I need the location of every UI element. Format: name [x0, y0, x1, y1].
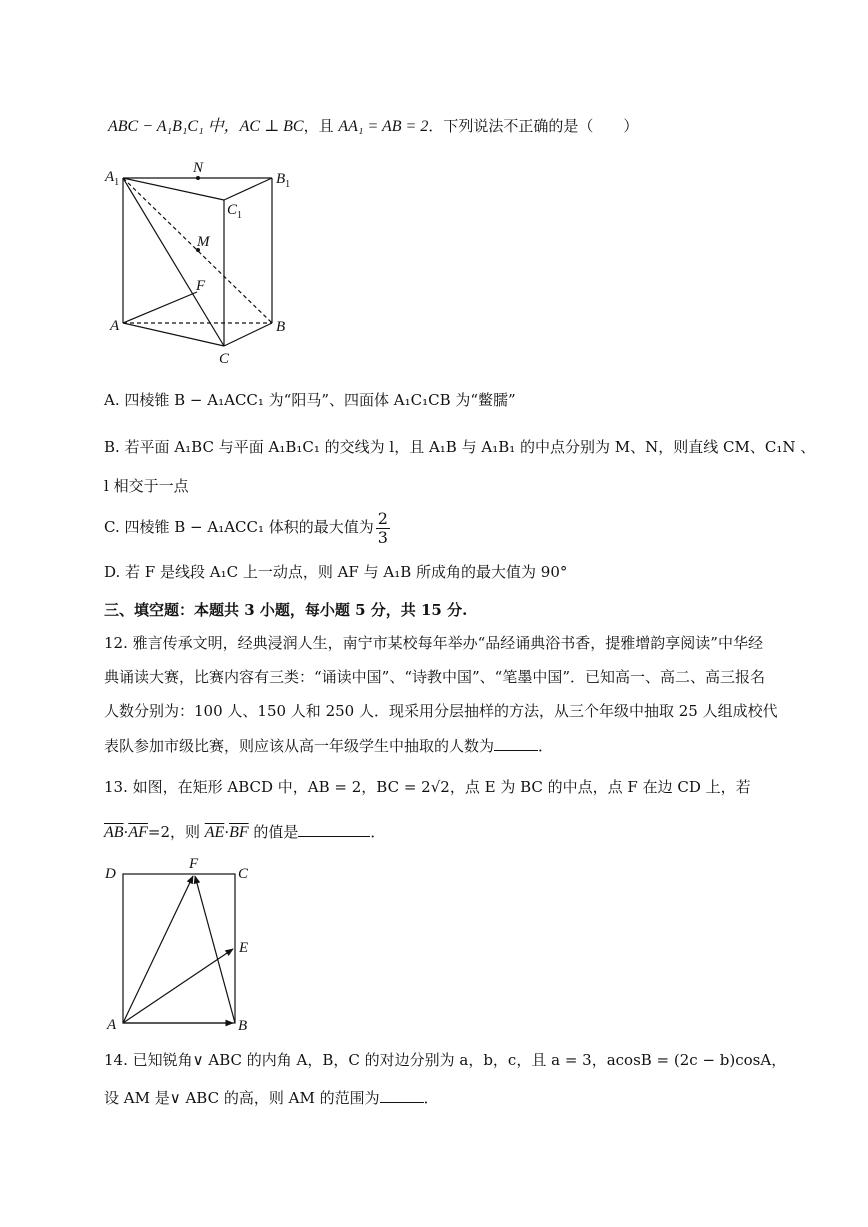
q14-line2-end: ． — [423, 1089, 439, 1107]
q11-prism-name: ABC − A₁B₁C₁ 中， — [108, 118, 240, 135]
label-e: E — [239, 940, 249, 956]
q11-option-d: D. 若 F 是线段 A₁C 上一动点，则 AF 与 A₁B 所成角的最大值为 90° — [104, 563, 568, 581]
q11-option-b-line1: B. 若平面 A₁BC 与平面 A₁B₁C₁ 的交线为 l，且 A₁B 与 A₁B₁ 的中点分别为 M、N，则直线 CM、C₁N 、 — [104, 438, 816, 456]
q12-answer-blank[interactable] — [494, 736, 538, 751]
rectangle-abcd — [123, 874, 235, 1023]
q12-line3: 人数分别为：100 人、150 人和 250 人．现采用分层抽样的方法，从三个年级中抽取 25 人组成校代 — [104, 702, 778, 720]
q11-stem-mid: ，且 — [303, 117, 339, 135]
label-m: M — [197, 234, 210, 250]
q13-tail-text: 的值是 — [248, 823, 299, 841]
vector-bf-arrow — [195, 876, 235, 1023]
label-b: B — [238, 1018, 248, 1034]
q12-line4 — [104, 736, 553, 756]
label-f: F — [189, 856, 199, 872]
q13-line1: 13. 如图，在矩形 ABCD 中，AB = 2，BC = 2√2，点 E 为 BC 的中点，点 F 在边 CD 上，若 — [104, 778, 751, 796]
label-f: F — [196, 278, 206, 294]
edge-a-c — [123, 323, 224, 346]
label-c: C — [219, 351, 230, 367]
vector-af: $\overline{AF}$ — [128, 824, 148, 841]
label-a: A — [110, 318, 120, 334]
label-a1: $A_1$ — [105, 169, 120, 188]
q11-stem — [108, 116, 638, 137]
q14-line1: 14. 已知锐角∨ ABC 的内角 A，B，C 的对边分别为 a，b，c，且 a = 3，acosB = (2c − b)cosA， — [104, 1051, 787, 1069]
q13-answer-blank[interactable] — [298, 822, 370, 837]
edge-a1-c1 — [123, 178, 224, 200]
q13-line2-end: ． — [370, 823, 386, 841]
vector-ab: $\overline{AB}$ — [104, 824, 124, 841]
q12-line2: 典诵读大赛，比赛内容有三类：“诵读中国”、“诗教中国”、“笔墨中国”．已知高一、高二、高三报名 — [104, 668, 766, 686]
q13-equals-text: =2，则 — [147, 823, 205, 841]
q11-length-condition: AA₁ = AB = 2 — [338, 118, 429, 135]
label-b1: $B_1$ — [276, 171, 291, 190]
label-c: C — [238, 866, 249, 882]
q13-line2 — [104, 822, 385, 843]
q11-option-c-text: C. 四棱锥 B − A₁ACC₁ 体积的最大值为 — [104, 518, 374, 536]
q11-option-c — [104, 507, 390, 547]
q14-answer-blank[interactable] — [380, 1088, 424, 1103]
q14-line2-text: 设 AM 是∨ ABC 的高，则 AM 的范围为 — [104, 1089, 380, 1107]
rectangle-figure — [100, 852, 260, 1037]
section-3-heading: 三、填空题：本题共 3 小题，每小题 5 分，共 15 分. — [104, 601, 468, 619]
vector-bf: $\overline{BF}$ — [229, 824, 249, 841]
q11-stem-suffix: ．下列说法不正确的是（ ） — [428, 117, 639, 135]
edge-c-b — [224, 323, 272, 346]
dot-operator: · — [123, 823, 129, 841]
q11-option-a: A. 四棱锥 B − A₁ACC₁ 为“阳马”、四面体 A₁C₁CB 为“鳖臑” — [104, 391, 516, 409]
edge-c1-b1 — [224, 178, 272, 200]
q14-line2 — [104, 1088, 439, 1108]
label-c1: $C_1$ — [227, 202, 243, 221]
label-d: D — [105, 866, 116, 882]
q11-option-c-fraction — [376, 510, 390, 547]
fraction-denominator: 3 — [377, 527, 388, 547]
vector-ae-arrow — [123, 949, 233, 1023]
q11-perp-condition: AC ⊥ BC — [239, 118, 304, 135]
q11-option-b-line2: l 相交于一点 — [104, 477, 189, 495]
q12-line1: 12. 雅言传承文明，经典浸润人生，南宁市某校每年举办“品经诵典浴书香，提雅增韵享阅读”中华经 — [104, 634, 763, 652]
vector-ae: $\overline{AE}$ — [204, 824, 225, 841]
q12-line4-text: 表队参加市级比赛，则应该从高一年级学生中抽取的人数为 — [104, 737, 495, 755]
segment-a-f — [123, 292, 197, 323]
fraction-numerator: 2 — [377, 508, 388, 528]
dot-operator: · — [224, 823, 230, 841]
vector-af-arrow — [123, 876, 193, 1023]
label-b: B — [276, 319, 286, 335]
label-n: N — [193, 160, 204, 176]
prism-figure — [100, 150, 310, 370]
point-n — [196, 176, 200, 180]
q12-line4-end: ． — [538, 737, 554, 755]
label-a: A — [107, 1017, 117, 1033]
